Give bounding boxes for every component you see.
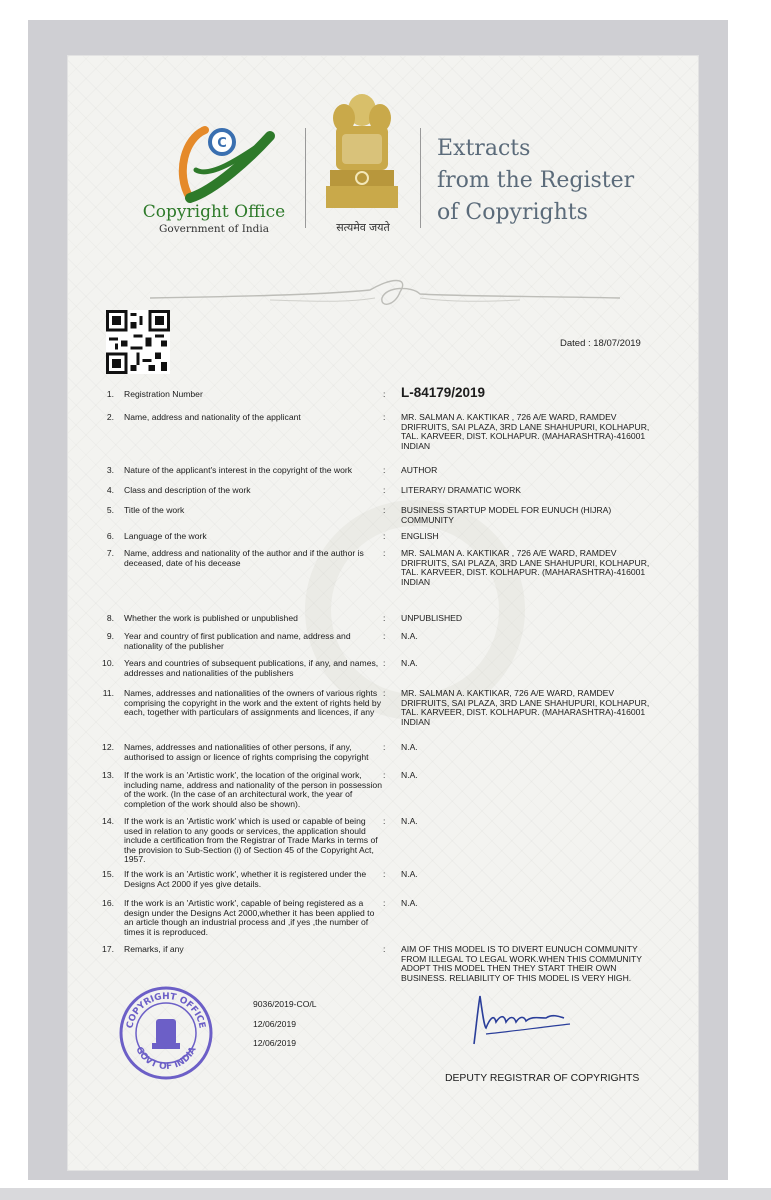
entry-label: Names, addresses and nationalities of the owners of various rights comprising the copyright in the work and the extent of rights held by each, together with particulars of assignments and licences, if any	[124, 688, 381, 718]
stamp-date-2: 12/06/2019	[253, 1038, 297, 1048]
entry-value: UNPUBLISHED	[401, 613, 463, 623]
entry-value: LITERARY/ DRAMATIC WORK	[401, 485, 522, 495]
entry-label: Year and country of first publication and name, address and nationality of the publisher	[124, 631, 351, 651]
entry-colon: :	[383, 505, 386, 515]
entry-colon: :	[383, 631, 386, 641]
svg-text:C: C	[217, 136, 227, 151]
entry-label: Name, address and nationality of the author and if the author is deceased, date of his decease	[124, 548, 364, 568]
entry-label: If the work is an 'Artistic work', capable of being registered as a design under the Designs Act 2000,whether it has been applied to an article though an industrial process and ,if yes ,the number of times it is reproduced.	[124, 898, 375, 937]
register-line-1: Extracts	[437, 136, 531, 161]
office-title: Copyright Office	[142, 202, 286, 222]
register-line-2: from the Register	[437, 168, 635, 193]
entry-colon: :	[383, 944, 386, 954]
entry-value: BUSINESS STARTUP MODEL FOR EUNUCH (HIJRA) COMMUNITY	[401, 505, 612, 525]
entry-label: Remarks, if any	[124, 944, 184, 954]
entry-colon: :	[383, 658, 386, 668]
decorative-flourish	[150, 268, 620, 318]
entry-label: Whether the work is published or unpublished	[124, 613, 298, 623]
entry-label: Title of the work	[124, 505, 185, 515]
entry-label: Years and countries of subsequent publications, if any, and names, addresses and nationalities of the publishers	[124, 658, 379, 678]
entry-number: 1.	[106, 389, 114, 399]
entry-number: 16.	[102, 898, 114, 908]
entry-colon: :	[383, 412, 386, 422]
entry-value: AUTHOR	[401, 465, 438, 475]
entry-number: 6.	[106, 531, 114, 541]
entry-number: 17.	[102, 944, 114, 954]
signatory-title: DEPUTY REGISTRAR OF COPYRIGHTS	[445, 1073, 640, 1084]
office-subtitle: Government of India	[159, 223, 269, 235]
entry-number: 12.	[102, 742, 114, 752]
entry-colon: :	[383, 898, 386, 908]
national-emblem-icon	[322, 88, 402, 216]
entry-value: L-84179/2019	[401, 385, 486, 400]
emblem-motto: सत्यमेव जयते	[336, 222, 390, 234]
entry-number: 15.	[102, 869, 114, 879]
entry-colon: :	[383, 742, 386, 752]
entry-label: If the work is an 'Artistic work' which is used or capable of being used in relation to any goods or services, the application should include a certification from the Registrar of Trade Marks in terms of the provision to Sub-Section (i) of Section 45 of the Copyright Act, 1957.	[124, 816, 378, 865]
header-divider-left	[305, 128, 306, 228]
registrar-signature	[466, 988, 576, 1048]
entry-colon: :	[383, 485, 386, 495]
entry-value: AIM OF THIS MODEL IS TO DIVERT EUNUCH COMMUNITY FROM ILLEGAL TO LEGAL WORK.WHEN THIS COMMUNITY ADOPT THIS MODEL THEN THEY START THEIR OWN BUSINESS. RELIABILITY OF THIS MODEL IS VERY HIGH.	[401, 944, 642, 983]
entry-number: 5.	[106, 505, 114, 515]
entry-value: N.A.	[401, 742, 418, 752]
entry-value: N.A.	[401, 898, 418, 908]
copyright-office-seal	[118, 985, 214, 1081]
entry-value: MR. SALMAN A. KAKTIKAR , 726 A/E WARD, RAMDEV DRIFRUITS, SAI PLAZA, 3RD LANE SHAHUPURI, KOLHAPUR, TAL. KARVEER, DIST. KOLHAPUR. (MAHARASHTRA)-416001 INDIAN	[401, 548, 650, 587]
entry-number: 3.	[106, 465, 114, 475]
entry-number: 10.	[102, 658, 114, 668]
entry-value: N.A.	[401, 770, 418, 780]
register-line-3: of Copyrights	[437, 200, 588, 225]
entry-value: MR. SALMAN A. KAKTIKAR, 726 A/E WARD, RAMDEV DRIFRUITS, SAI PLAZA, 3RD LANE SHAHUPURI, KOLHAPUR, TAL. KARVEER, DIST. KOLHAPUR. (MAHARASHTRA)-416001 INDIAN	[401, 688, 650, 727]
seal-text-bottom: GOVT OF INDIA	[133, 1045, 199, 1073]
register-title	[437, 133, 667, 229]
entry-label: If the work is an 'Artistic work', whether it is registered under the Designs Act 2000 if yes give details.	[124, 869, 367, 889]
entry-colon: :	[383, 688, 386, 698]
entry-label: Registration Number	[124, 389, 203, 399]
stamp-date-1: 12/06/2019	[253, 1019, 297, 1029]
entry-value: N.A.	[401, 631, 418, 641]
header-divider-right	[420, 128, 421, 228]
entry-number: 9.	[106, 631, 114, 641]
entry-value: N.A.	[401, 816, 418, 826]
entry-value: MR. SALMAN A. KAKTIKAR , 726 A/E WARD, RAMDEV DRIFRUITS, SAI PLAZA, 3RD LANE SHAHUPURI, KOLHAPUR, TAL. KARVEER, DIST. KOLHAPUR. (MAHARASHTRA)-416001 INDIAN	[401, 412, 650, 451]
entry-colon: :	[383, 531, 386, 541]
diary-number: 9036/2019-CO/L	[253, 999, 317, 1009]
entry-value: N.A.	[401, 869, 418, 879]
entry-colon: :	[383, 465, 386, 475]
entry-value: N.A.	[401, 658, 418, 668]
entry-number: 14.	[102, 816, 114, 826]
qr-code[interactable]	[106, 310, 170, 374]
entry-number: 2.	[106, 412, 114, 422]
entry-number: 13.	[102, 770, 114, 780]
entry-colon: :	[383, 816, 386, 826]
entry-colon: :	[383, 548, 386, 558]
seal-text-top: COPYRIGHT OFFICE	[125, 991, 207, 1030]
svg-text:GOVT OF INDIA	[133, 1045, 198, 1072]
entry-number: 11.	[102, 688, 114, 698]
entry-colon: :	[383, 613, 386, 623]
viewer-bottom-bar	[0, 1188, 771, 1200]
entry-colon: :	[383, 389, 386, 399]
entry-label: Nature of the applicant's interest in the copyright of the work	[124, 465, 353, 475]
entry-colon: :	[383, 869, 386, 879]
entry-label: Class and description of the work	[124, 485, 251, 495]
entry-value: ENGLISH	[401, 531, 439, 541]
entry-label: Name, address and nationality of the applicant	[124, 412, 301, 422]
dated-label: Dated : 18/07/2019	[560, 338, 641, 349]
entry-label: If the work is an 'Artistic work', the location of the original work, including name, address and nationality of the person in possession of the work. (In the case of an architectural work, the year of completion of the work should also be shown).	[124, 770, 382, 809]
entry-number: 8.	[106, 613, 114, 623]
entry-number: 4.	[106, 485, 114, 495]
entry-label: Names, addresses and nationalities of other persons, if any, authorised to assign or licence of rights comprising the copyright	[124, 742, 369, 762]
entry-number: 7.	[106, 548, 114, 558]
entry-colon: :	[383, 770, 386, 780]
entry-label: Language of the work	[124, 531, 207, 541]
